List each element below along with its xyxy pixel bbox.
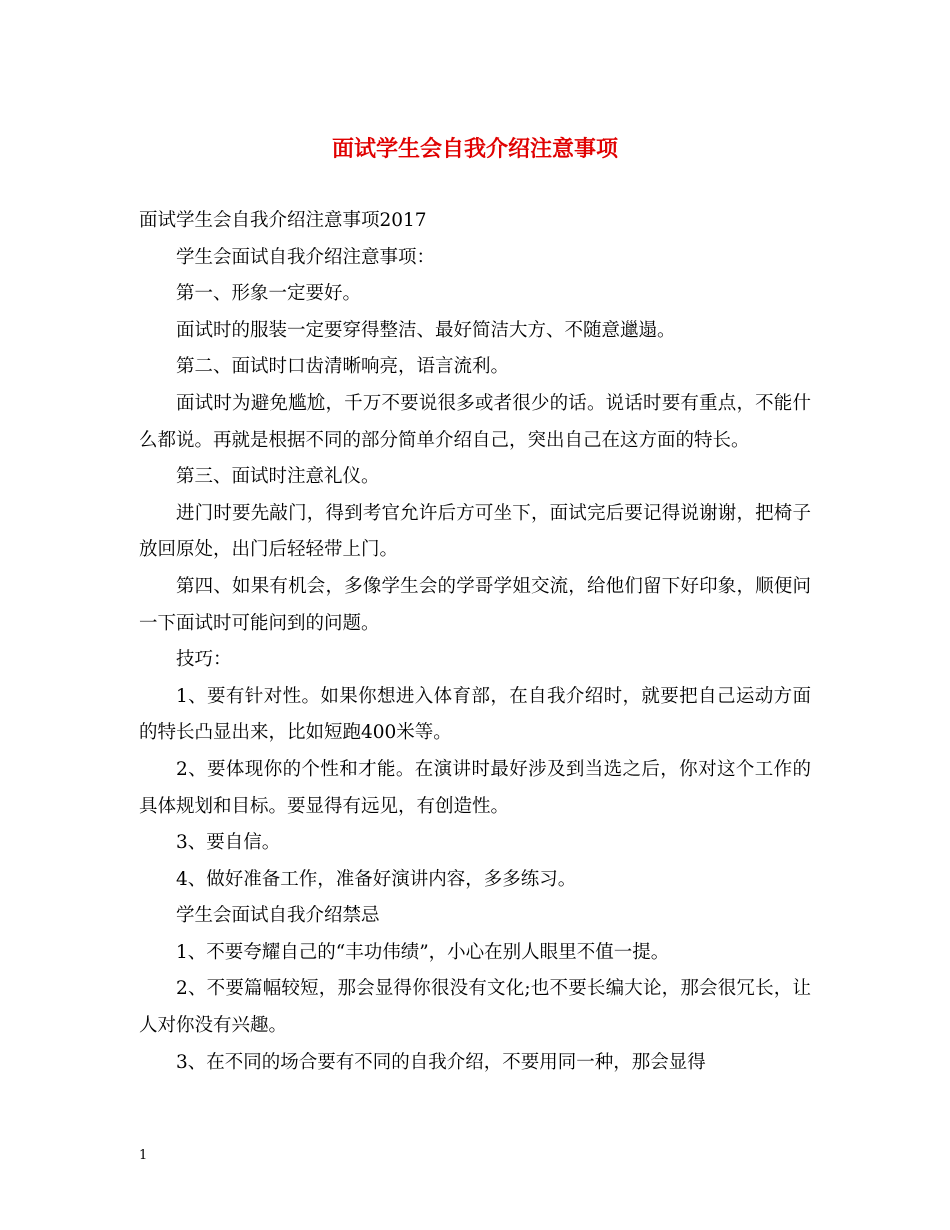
- paragraph: 学生会面试自我介绍禁忌: [176, 905, 380, 927]
- paragraph: 1、不要夸耀自己的“丰功伟绩”，小心在别人眼里不值一提。: [176, 941, 670, 963]
- paragraph: 第四、如果有机会，多像学生会的学哥学姐交流，给他们留下好印象，顺便问一下面试时可能问到的问题。: [139, 575, 811, 634]
- paragraph: 3、在不同的场合要有不同的自我介绍，不要用同一种，那会显得: [176, 1051, 706, 1073]
- paragraph: 3、要自信。: [176, 832, 281, 854]
- paragraph: 2、不要篇幅较短，那会显得你很没有文化;也不要长编大论，那会很冗长，让人对你没有兴趣。: [139, 978, 811, 1037]
- paragraph: 第三、面试时注意礼仪。: [176, 466, 380, 488]
- paragraph: 学生会面试自我介绍注意事项：: [176, 246, 436, 268]
- paragraph: 第二、面试时口齿清晰响亮，语言流利。: [176, 356, 510, 378]
- paragraph: 2、要体现你的个性和才能。在演讲时最好涉及到当选之后，你对这个工作的具体规划和目标。要显得有远见，有创造性。: [139, 758, 811, 817]
- page-number: 1: [139, 1148, 148, 1163]
- paragraph: 面试时为避免尴尬，千万不要说很多或者很少的话。说话时要有重点，不能什么都说。再就是根据不同的部分简单介绍自己，突出自己在这方面的特长。: [139, 392, 811, 451]
- paragraph: 面试学生会自我介绍注意事项2017: [139, 210, 427, 231]
- paragraph: 技巧：: [176, 649, 232, 671]
- paragraph: 4、做好准备工作，准备好演讲内容，多多练习。: [176, 868, 577, 890]
- paragraph: 面试时的服装一定要穿得整洁、最好简洁大方、不随意邋遢。: [176, 319, 676, 341]
- document-body: [139, 203, 811, 1081]
- paragraph: 1、要有针对性。如果你想进入体育部，在自我介绍时，就要把自己运动方面的特长凸显出来，比如短跑400米等。: [139, 685, 811, 744]
- document-title: 面试学生会自我介绍注意事项: [331, 136, 618, 162]
- paragraph: 进门时要先敲门，得到考官允许后方可坐下，面试完后要记得说谢谢，把椅子放回原处，出门后轻轻带上门。: [139, 502, 811, 561]
- paragraph: 第一、形象一定要好。: [176, 283, 362, 305]
